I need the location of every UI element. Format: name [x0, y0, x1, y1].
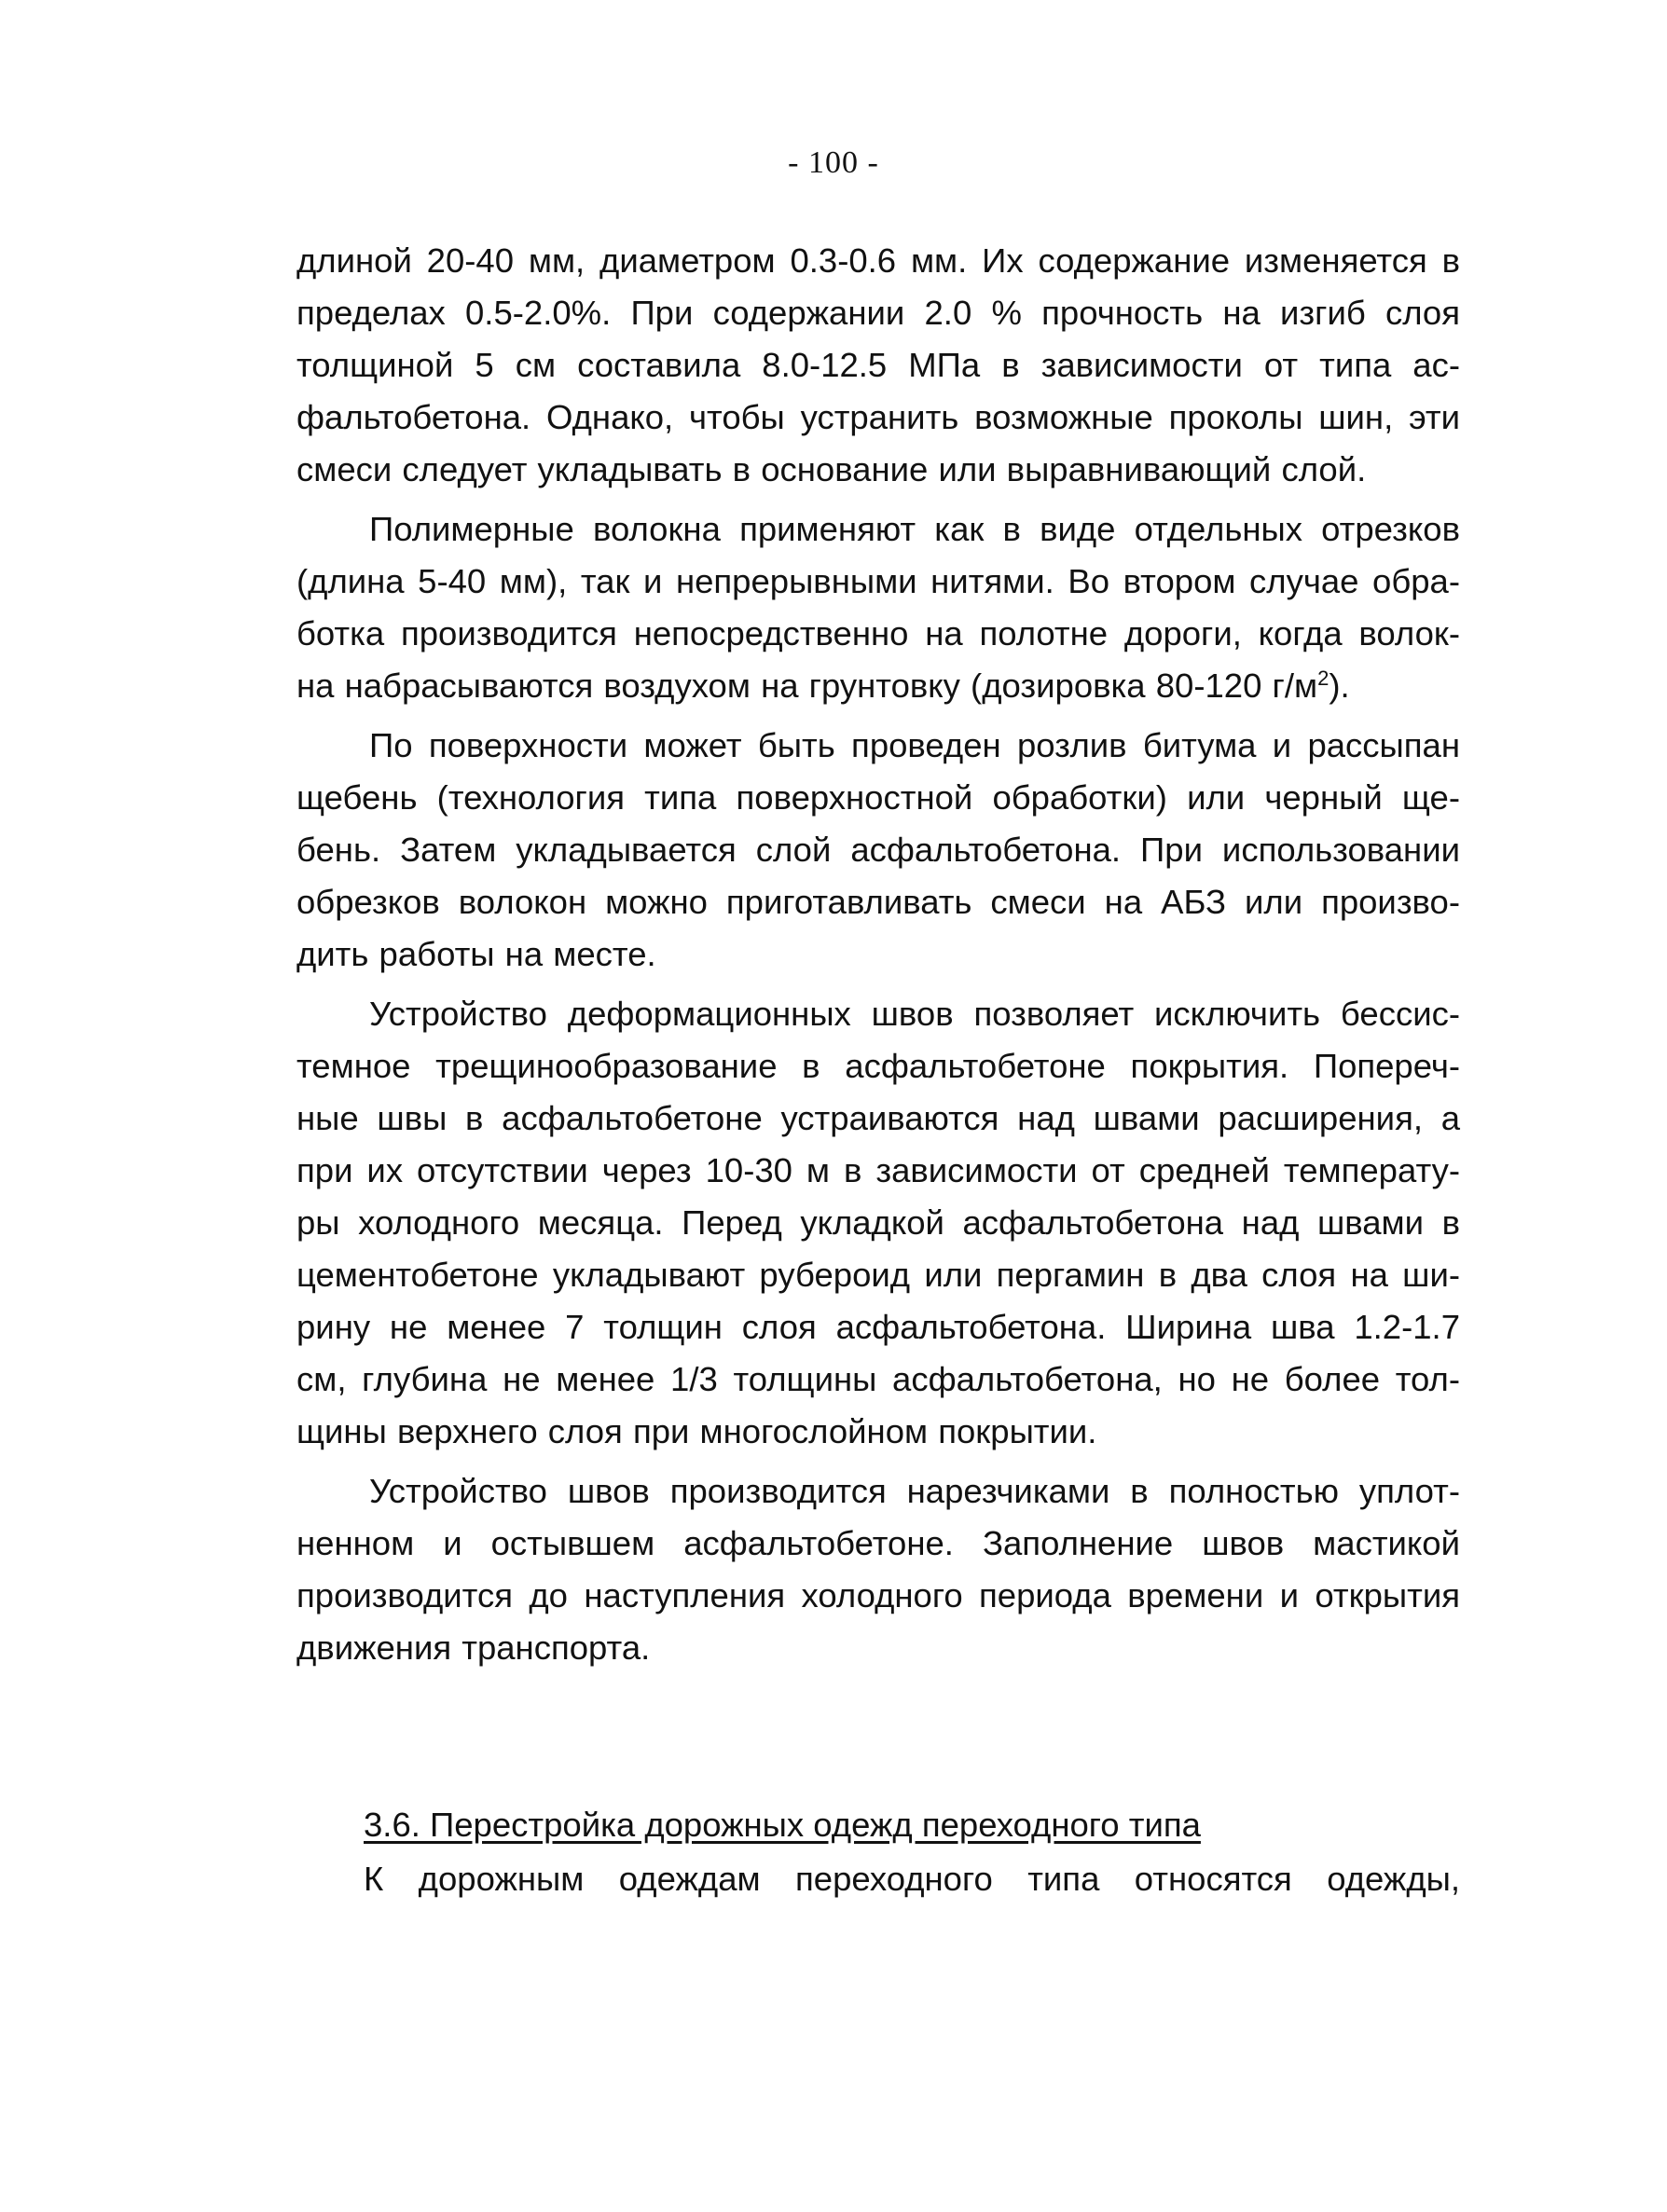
text-line: производится до наступления холодного периода времени и открытия: [296, 1576, 1460, 1614]
paragraph-2: [296, 503, 1460, 712]
text-line: Устройство деформационных швов позволяет исключить бессис-: [369, 995, 1460, 1033]
text-line: По поверхности может быть проведен розлив битума и рассыпан: [369, 726, 1460, 764]
paragraph-3: [296, 720, 1460, 981]
text-line: темное трещинообразование в асфальтобетоне покрытия. Попереч-: [296, 1047, 1460, 1085]
text-line-with-superscript: [296, 660, 1460, 712]
text-line: на набрасываются воздухом на грунтовку (дозировка 80-120 г/м: [296, 666, 1318, 705]
paragraph-1: [296, 235, 1460, 496]
paragraph-4: [296, 988, 1460, 1458]
text-line: смеси следует укладывать в основание или выравнивающий слой.: [296, 450, 1367, 488]
text-line: цементобетоне укладывают рубероид или пергамин в два слоя на ши-: [296, 1256, 1460, 1294]
page-number: - 100 -: [788, 145, 879, 180]
section-heading: 3.6. Перестройка дорожных одежд переходного типа: [364, 1806, 1201, 1844]
text-line: щины верхнего слоя при многослойном покрытии.: [296, 1412, 1097, 1450]
paragraph-5: [296, 1465, 1460, 1674]
text-line: ненном и остывшем асфальтобетоне. Заполнение швов мастикой: [296, 1524, 1460, 1562]
text-line: длиной 20-40 мм, диаметром 0.3-0.6 мм. Их содержание изменяется в: [296, 241, 1460, 280]
text-line: обрезков волокон можно приготавливать смеси на АБЗ или произво-: [296, 883, 1460, 921]
text-line: рину не менее 7 толщин слоя асфальтобетона. Ширина шва 1.2-1.7: [296, 1308, 1460, 1346]
section-first-line: К дорожным одеждам переходного типа относятся одежды,: [364, 1860, 1460, 1898]
text-line: бень. Затем укладывается слой асфальтобетона. При использовании: [296, 831, 1460, 869]
text-line: ры холодного месяца. Перед укладкой асфальтобетона над швами в: [296, 1203, 1460, 1242]
text-line: толщиной 5 см составила 8.0-12.5 МПа в зависимости от типа ас-: [296, 346, 1460, 384]
text-line: движения транспорта.: [296, 1628, 651, 1667]
text-tail: ).: [1329, 666, 1350, 705]
text-line: дить работы на месте.: [296, 935, 656, 973]
text-line: фальтобетона. Однако, чтобы устранить возможные проколы шин, эти: [296, 398, 1460, 436]
text-line: ботка производится непосредственно на полотне дороги, когда волок-: [296, 614, 1460, 653]
text-line: щебень (технология типа поверхностной обработки) или черный ще-: [296, 778, 1460, 817]
text-line: Устройство швов производится нарезчиками в полностью уплот-: [369, 1472, 1460, 1510]
text-line: Полимерные волокна применяют как в виде отдельных отрезков: [369, 510, 1460, 548]
text-line: (длина 5-40 мм), так и непрерывными нитями. Во втором случае обра-: [296, 562, 1460, 600]
text-line: ные швы в асфальтобетоне устраиваются над швами расширения, а: [296, 1099, 1460, 1137]
section-heading-block: [364, 1799, 1460, 1851]
body-text: [296, 235, 1460, 1674]
superscript: 2: [1317, 666, 1329, 690]
text-line: при их отсутствии через 10-30 м в зависимости от средней температу-: [296, 1151, 1460, 1189]
text-line: см, глубина не менее 1/3 толщины асфальтобетона, но не более тол-: [296, 1360, 1460, 1398]
text-line: пределах 0.5-2.0%. При содержании 2.0 % прочность на изгиб слоя: [296, 294, 1460, 332]
